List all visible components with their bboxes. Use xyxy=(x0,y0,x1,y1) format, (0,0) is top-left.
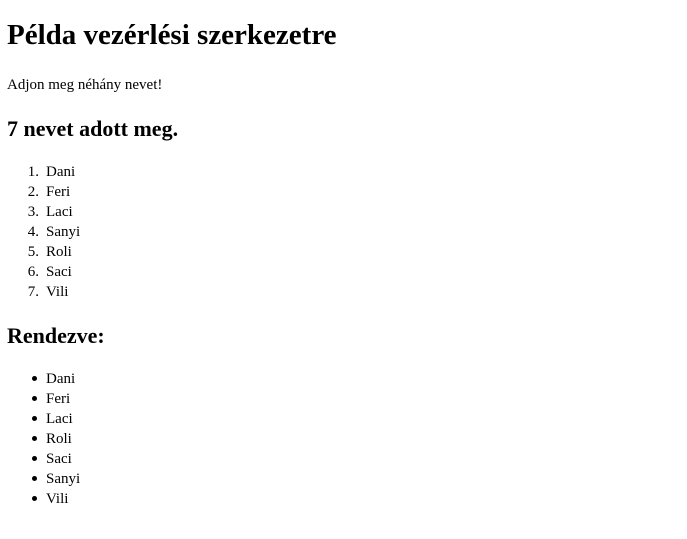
item-name: Dani xyxy=(46,371,76,387)
item-number: 7. xyxy=(27,284,39,300)
item-name: Laci xyxy=(46,204,73,220)
item-number: 3. xyxy=(27,204,39,220)
item-name: Roli xyxy=(46,431,72,447)
item-number: 4. xyxy=(27,224,39,240)
item-name: Dani xyxy=(46,164,76,180)
bullet-icon xyxy=(32,476,37,481)
prompt-text: Adjon meg néhány nevet! xyxy=(7,77,163,93)
item-name: Saci xyxy=(46,264,72,280)
item-name: Laci xyxy=(46,411,73,427)
item-name: Vili xyxy=(46,284,69,300)
bullet-icon xyxy=(32,496,37,501)
item-number: 5. xyxy=(27,244,39,260)
item-number: 2. xyxy=(27,184,39,200)
item-name: Feri xyxy=(46,391,71,407)
item-name: Roli xyxy=(46,244,72,260)
bullet-icon xyxy=(32,396,37,401)
item-name: Feri xyxy=(46,184,71,200)
page-title: Példa vezérlési szerkezetre xyxy=(7,19,337,51)
bullet-icon xyxy=(32,436,37,441)
item-name: Vili xyxy=(46,491,69,507)
bullet-icon xyxy=(32,376,37,381)
bullet-icon xyxy=(32,416,37,421)
item-name: Saci xyxy=(46,451,72,467)
item-name: Sanyi xyxy=(46,471,81,487)
item-number: 6. xyxy=(27,264,39,280)
sorted-heading: Rendezve: xyxy=(7,323,105,348)
item-name: Sanyi xyxy=(46,224,81,240)
count-heading: 7 nevet adott meg. xyxy=(7,116,179,141)
item-number: 1. xyxy=(27,164,39,180)
bullet-icon xyxy=(32,456,37,461)
